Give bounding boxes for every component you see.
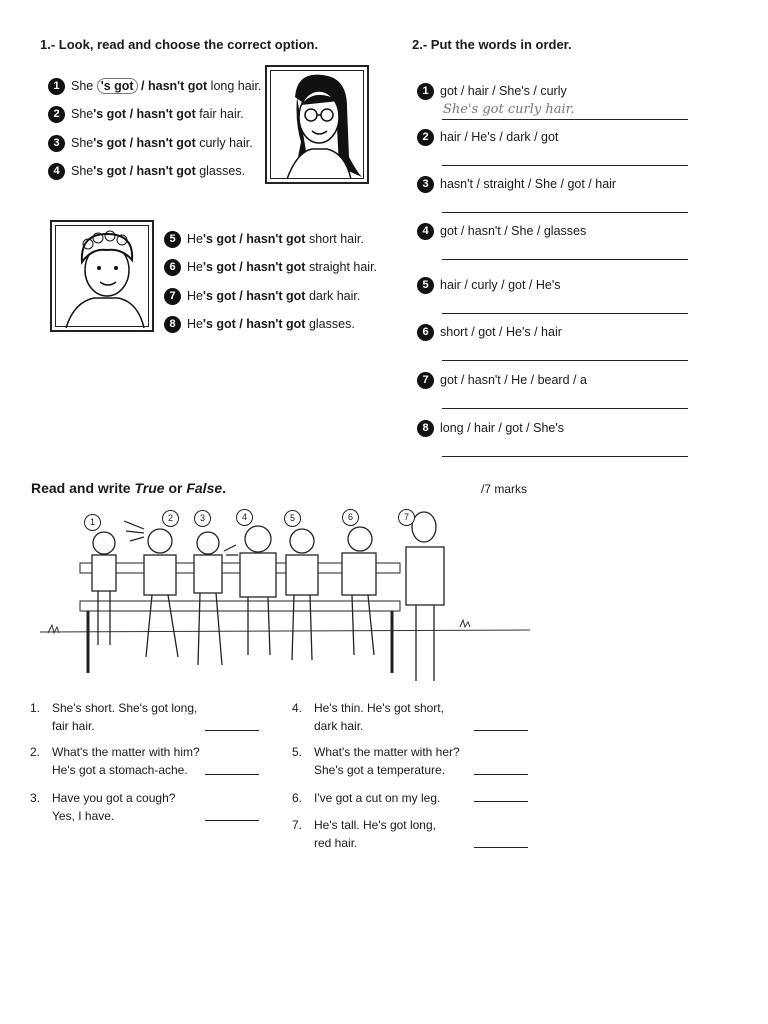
answer-line[interactable]: [442, 165, 688, 166]
true-false-answer-line[interactable]: [205, 820, 259, 821]
option-sentence: [164, 316, 355, 333]
statement-line-1: Have you got a cough?: [52, 791, 176, 805]
answer-line[interactable]: [442, 212, 688, 213]
sentence-ending: short hair.: [305, 231, 364, 246]
true-false-answer-line[interactable]: [205, 774, 259, 775]
statement-line-2: red hair.: [314, 836, 358, 850]
scrambled-words: long / hair / got / She's: [440, 420, 564, 435]
sentence-ending: curly hair.: [195, 135, 253, 150]
number-badge: 7: [417, 372, 434, 389]
number-bubble: 6: [342, 509, 359, 526]
answer-line[interactable]: [442, 456, 688, 457]
sentence-subject: He: [187, 316, 203, 331]
option-hasnt-got[interactable]: hasn't got: [147, 78, 208, 93]
statement-number: 2.: [30, 745, 41, 759]
answer-line[interactable]: [442, 408, 688, 409]
number-bubble: 2: [162, 510, 179, 527]
sentence-subject: She: [71, 78, 97, 93]
option-has-got[interactable]: 's got: [93, 163, 127, 178]
scrambled-words: hasn't / straight / She / got / hair: [440, 176, 617, 191]
number-badge: 8: [417, 420, 434, 437]
option-separator: /: [137, 78, 148, 93]
statement-number: 5.: [292, 745, 303, 759]
answer-line[interactable]: [442, 119, 688, 120]
scrambled-words: got / hair / She's / curly: [440, 83, 567, 98]
word-order-item: [417, 83, 567, 100]
option-has-got[interactable]: 's got: [202, 231, 236, 246]
number-badge: 5: [164, 231, 181, 248]
scrambled-words: short / got / He's / hair: [440, 324, 562, 339]
statement-line-2: He's got a stomach-ache.: [52, 763, 188, 777]
statement-line-1: She's short. She's got long,: [52, 701, 198, 715]
heading-text: Read and write: [31, 480, 135, 496]
word-order-item: [417, 223, 586, 240]
statement-line-1: What's the matter with him?: [52, 745, 200, 759]
sentence-subject: He: [187, 288, 203, 303]
number-badge: 7: [164, 288, 181, 305]
sentence-ending: fair hair.: [195, 106, 244, 121]
option-sentence: [164, 231, 364, 248]
sentence-subject: He: [187, 259, 203, 274]
exercise-3-heading: [31, 480, 226, 496]
true-false-answer-line[interactable]: [474, 730, 528, 731]
number-badge: 4: [48, 163, 65, 180]
number-badge: 2: [48, 106, 65, 123]
option-separator: /: [126, 106, 137, 121]
answer-line[interactable]: [442, 259, 688, 260]
option-separator: /: [126, 163, 137, 178]
heading-true: True: [134, 480, 165, 496]
kids-on-bench-illustration: [40, 505, 530, 695]
true-false-answer-line[interactable]: [205, 730, 259, 731]
option-has-got[interactable]: 's got: [202, 316, 236, 331]
word-order-item: [417, 176, 616, 193]
number-badge: 5: [417, 277, 434, 294]
option-separator: /: [235, 259, 247, 274]
word-order-item: [417, 277, 560, 294]
number-badge: 6: [417, 324, 434, 341]
number-badge: 4: [417, 223, 434, 240]
word-order-item: [417, 420, 564, 437]
true-false-answer-line[interactable]: [474, 801, 528, 802]
boy-with-curly-hair-illustration: [52, 222, 152, 330]
sentence-ending: glasses.: [305, 316, 355, 331]
statement-line-1: He's tall. He's got long,: [314, 818, 436, 832]
boy-portrait-frame: [50, 220, 154, 332]
option-has-got[interactable]: 's got: [93, 106, 127, 121]
option-hasnt-got[interactable]: hasn't got: [136, 135, 196, 150]
option-has-got[interactable]: 's got: [202, 259, 236, 274]
sentence-ending: dark hair.: [305, 288, 361, 303]
number-bubble: 7: [398, 509, 415, 526]
number-bubble: 3: [194, 510, 211, 527]
heading-period: .: [222, 480, 227, 496]
written-answer: She's got curly hair.: [443, 102, 575, 117]
option-sentence: [48, 106, 244, 123]
number-badge: 1: [417, 83, 434, 100]
girl-with-glasses-illustration: [267, 67, 367, 182]
statement-line-2: Yes, I have.: [52, 809, 115, 823]
sentence-ending: long hair.: [207, 78, 262, 93]
word-order-item: [417, 372, 587, 389]
number-badge: 1: [48, 78, 65, 95]
true-false-answer-line[interactable]: [474, 847, 528, 848]
statement-line-2: fair hair.: [52, 719, 95, 733]
sentence-subject: She: [71, 135, 94, 150]
statement-number: 6.: [292, 791, 303, 805]
option-separator: /: [126, 135, 137, 150]
true-false-answer-line[interactable]: [474, 774, 528, 775]
option-has-got[interactable]: 's got: [93, 135, 127, 150]
marks-label: /7 marks: [481, 482, 528, 496]
option-has-got[interactable]: 's got: [202, 288, 236, 303]
option-sentence: [164, 288, 360, 305]
option-hasnt-got[interactable]: hasn't got: [246, 316, 306, 331]
statement-line-2: dark hair.: [314, 719, 364, 733]
statement-number: 3.: [30, 791, 41, 805]
exercise-1-heading: 1.- Look, read and choose the correct option.: [40, 37, 319, 52]
scrambled-words: got / hasn't / He / beard / a: [440, 372, 587, 387]
option-sentence: [48, 78, 261, 95]
word-order-item: [417, 129, 558, 146]
scrambled-words: got / hasn't / She / glasses: [440, 223, 587, 238]
statement-line-1: What's the matter with her?: [314, 745, 460, 759]
number-badge: 6: [164, 259, 181, 276]
number-bubble: 4: [236, 509, 253, 526]
number-badge: 3: [48, 135, 65, 152]
sentence-subject: He: [187, 231, 203, 246]
sentence-subject: She: [71, 163, 94, 178]
scrambled-words: hair / He's / dark / got: [440, 129, 559, 144]
heading-false: False: [186, 480, 223, 496]
option-separator: /: [235, 316, 247, 331]
girl-portrait-frame: [265, 65, 369, 184]
option-hasnt-got[interactable]: hasn't got: [136, 106, 196, 121]
statement-line-1: He's thin. He's got short,: [314, 701, 444, 715]
option-hasnt-got[interactable]: hasn't got: [246, 288, 306, 303]
option-hasnt-got[interactable]: hasn't got: [136, 163, 196, 178]
option-sentence: [48, 163, 245, 180]
option-separator: /: [235, 231, 247, 246]
number-bubble: 1: [84, 514, 101, 531]
option-sentence: [48, 135, 253, 152]
number-badge: 8: [164, 316, 181, 333]
answer-line[interactable]: [442, 360, 688, 361]
statement-number: 1.: [30, 701, 41, 715]
number-badge: 2: [417, 129, 434, 146]
statement-number: 4.: [292, 701, 303, 715]
number-bubble: 5: [284, 510, 301, 527]
option-hasnt-got[interactable]: hasn't got: [246, 231, 306, 246]
number-badge: 3: [417, 176, 434, 193]
answer-line[interactable]: [442, 313, 688, 314]
scrambled-words: hair / curly / got / He's: [440, 277, 561, 292]
sentence-ending: glasses.: [195, 163, 246, 178]
word-order-item: [417, 324, 562, 341]
option-has-got[interactable]: 's got: [97, 78, 138, 94]
option-hasnt-got[interactable]: hasn't got: [246, 259, 306, 274]
option-separator: /: [235, 288, 247, 303]
sentence-subject: She: [71, 106, 94, 121]
option-sentence: [164, 259, 377, 276]
statement-line-2: She's got a temperature.: [314, 763, 446, 777]
heading-or: or: [164, 480, 187, 496]
statement-number: 7.: [292, 818, 303, 832]
exercise-2-heading: 2.- Put the words in order.: [412, 37, 572, 52]
statement-line-1: I've got a cut on my leg.: [314, 791, 441, 805]
sentence-ending: straight hair.: [305, 259, 378, 274]
